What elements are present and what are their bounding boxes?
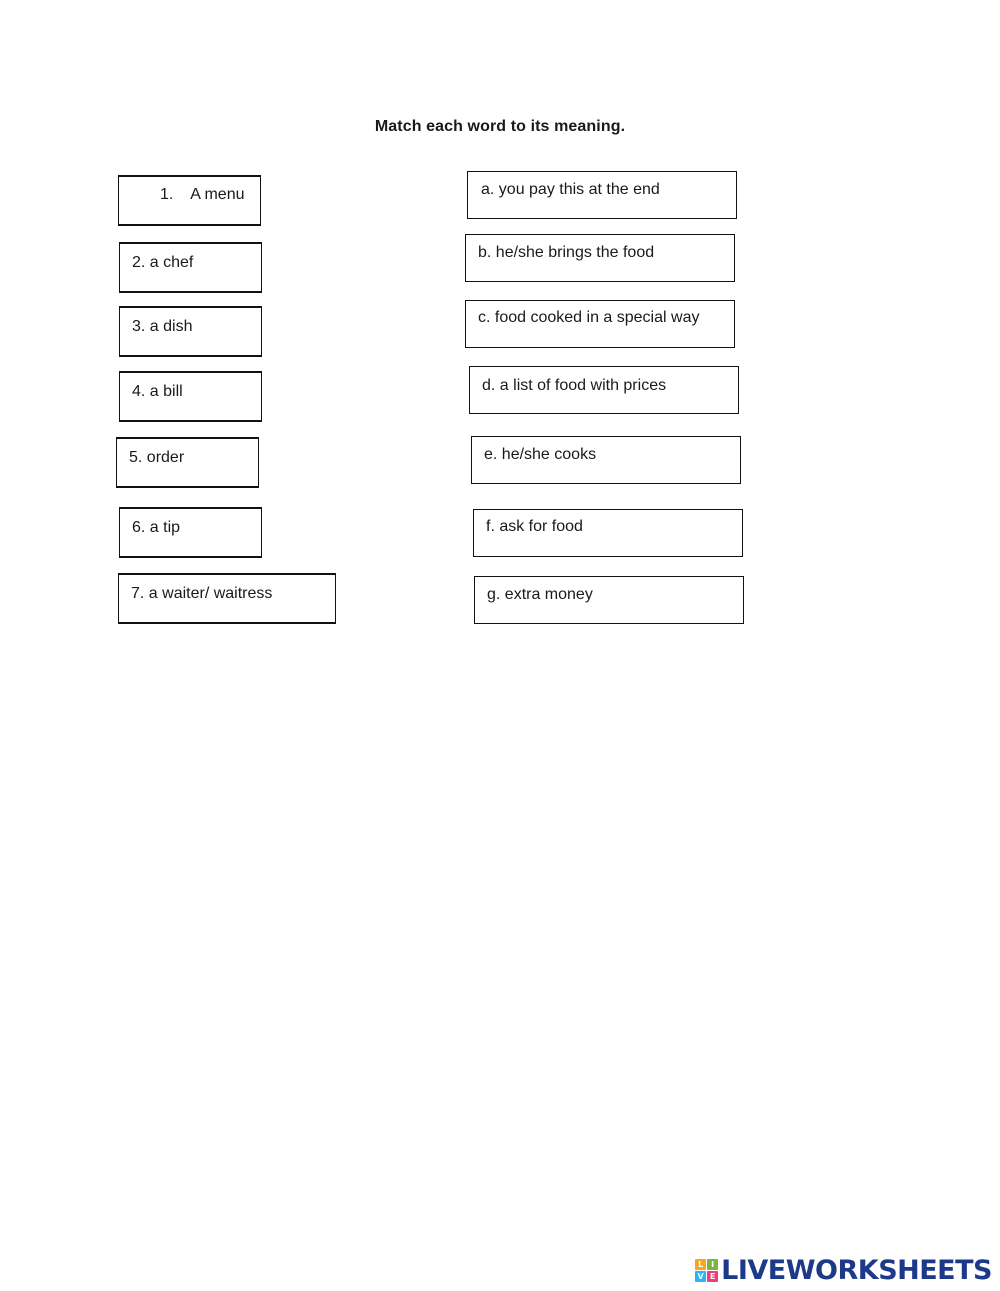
word-label: 7. a waiter/ waitress — [131, 585, 273, 602]
word-box-1[interactable] — [118, 175, 261, 226]
logo-mark-tile: V — [695, 1271, 706, 1282]
meaning-label: f. ask for food — [486, 518, 583, 535]
meaning-label: c. food cooked in a special way — [478, 309, 700, 326]
word-box-4[interactable] — [119, 371, 262, 422]
word-label: 3. a dish — [132, 318, 193, 335]
word-label: 4. a bill — [132, 383, 183, 400]
meaning-label: e. he/she cooks — [484, 446, 597, 463]
meaning-box-c[interactable] — [465, 300, 735, 348]
word-label: 6. a tip — [132, 519, 181, 536]
meaning-label: a. you pay this at the end — [481, 181, 660, 198]
meaning-box-e[interactable] — [471, 436, 741, 484]
word-label: 5. order — [129, 449, 185, 466]
meaning-box-b[interactable] — [465, 234, 735, 282]
meaning-box-d[interactable] — [469, 366, 739, 414]
logo-mark-tile: I — [707, 1259, 718, 1270]
logo-mark-tile: L — [695, 1259, 706, 1270]
logo-mark-tile: E — [707, 1271, 718, 1282]
logo-wordmark: LIVEWORKSHEETS — [721, 1254, 992, 1286]
liveworksheets-logo — [695, 1252, 992, 1288]
word-box-6[interactable] — [119, 507, 262, 558]
meaning-label: g. extra money — [487, 586, 593, 603]
word-box-2[interactable] — [119, 242, 262, 293]
meaning-box-g[interactable] — [474, 576, 744, 624]
meaning-label: d. a list of food with prices — [482, 377, 667, 394]
word-label: 2. a chef — [132, 254, 194, 271]
meaning-label: b. he/she brings the food — [478, 244, 655, 261]
word-label: 1. A menu — [160, 186, 245, 203]
word-box-3[interactable] — [119, 306, 262, 357]
word-box-5[interactable] — [116, 437, 259, 488]
meaning-box-f[interactable] — [473, 509, 743, 557]
meaning-box-a[interactable] — [467, 171, 737, 219]
liveworksheets-mark-icon — [695, 1259, 718, 1282]
word-box-7[interactable] — [118, 573, 336, 624]
worksheet-title: Match each word to its meaning. — [374, 118, 626, 135]
